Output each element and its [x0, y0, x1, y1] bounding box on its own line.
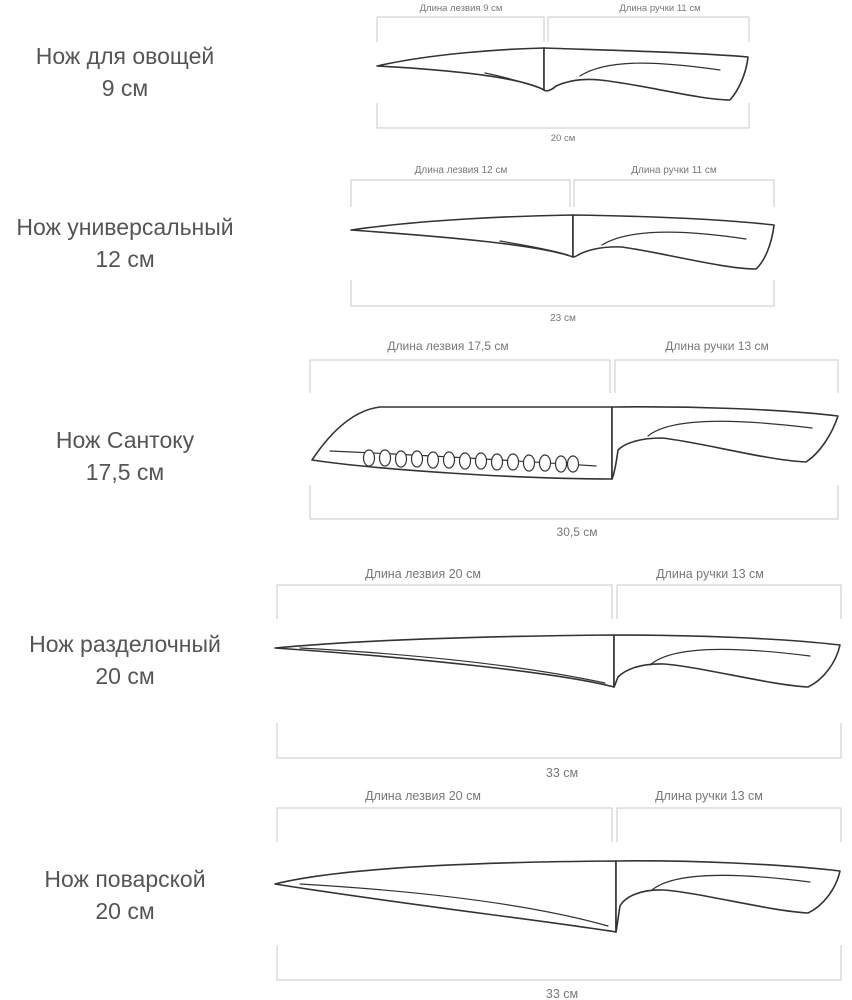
knife-drawing-santoku — [0, 330, 852, 545]
handle-dimension-bracket — [548, 17, 749, 42]
knife-name-size: 9 см — [101, 75, 149, 101]
knife-name-title: Нож Сантоку — [55, 427, 195, 453]
total-dimension-bracket — [351, 280, 774, 306]
blade-dimension-bracket — [310, 360, 610, 393]
blade-dimple — [508, 454, 519, 470]
knife-row-chef — [0, 780, 852, 1000]
total-dimension-bracket — [310, 485, 838, 519]
knife-name-size: 20 см — [95, 663, 155, 689]
blade-dimple — [396, 451, 407, 467]
blade-dimple — [444, 452, 455, 468]
blade-length-label: Длина лезвия 17,5 см — [387, 339, 509, 353]
handle-length-label: Длина ручки 13 см — [655, 789, 763, 803]
knife-row-carving — [0, 555, 852, 785]
blade-dimple — [380, 450, 391, 466]
knife-name-title: Нож разделочный — [29, 631, 221, 657]
knife-blade — [377, 48, 544, 90]
total-length-label: 33 см — [545, 766, 579, 780]
knife-handle — [612, 407, 838, 479]
blade-dimple — [476, 453, 487, 469]
total-length-label: 33 см — [545, 987, 579, 1000]
blade-dimple — [428, 452, 439, 468]
handle-dimension-bracket — [574, 180, 774, 207]
knife-row-santoku — [0, 330, 852, 545]
knife-drawing-carving — [0, 555, 852, 785]
total-length-label: 23 см — [550, 313, 576, 324]
total-length-label: 30,5 см — [556, 525, 598, 539]
handle-dimension-bracket — [617, 808, 841, 842]
knife-name-size: 17,5 см — [85, 459, 165, 485]
handle-length-label: Длина ручки 11 см — [619, 3, 701, 14]
blade-dimple — [492, 454, 503, 470]
knife-handle — [573, 215, 774, 269]
knife-drawing-chef — [0, 780, 852, 1000]
handle-length-label: Длина ручки 13 см — [656, 567, 764, 581]
total-dimension-bracket — [277, 723, 841, 758]
blade-dimple — [524, 455, 535, 471]
total-dimension-bracket — [277, 945, 841, 980]
knife-row-utility — [0, 155, 852, 330]
knife-name-size: 12 см — [95, 246, 155, 272]
blade-dimple — [364, 450, 375, 466]
knife-name-title: Нож поварской — [44, 866, 206, 892]
handle-length-label: Длина ручки 11 см — [631, 165, 717, 176]
blade-dimension-bracket — [277, 585, 612, 619]
blade-length-label: Длина лезвия 9 см — [419, 3, 503, 14]
blade-length-label: Длина лезвия 12 см — [414, 165, 508, 176]
blade-dimension-bracket — [377, 17, 544, 42]
knife-name-title: Нож для овощей — [35, 43, 215, 69]
blade-length-label: Длина лезвия 20 см — [365, 789, 481, 803]
blade-dimension-bracket — [277, 808, 612, 842]
knife-handle — [616, 861, 840, 932]
handle-dimension-bracket — [615, 360, 838, 393]
blade-dimension-bracket — [351, 180, 570, 207]
handle-length-label: Длина ручки 13 см — [665, 339, 769, 353]
handle-dimension-bracket — [617, 585, 841, 619]
knife-handle — [614, 635, 840, 687]
knife-drawing-utility — [0, 155, 852, 330]
total-dimension-bracket — [377, 103, 749, 128]
blade-dimple — [460, 453, 471, 469]
blade-length-label: Длина лезвия 20 см — [365, 567, 481, 581]
blade-dimple — [540, 455, 551, 471]
blade-dimple — [556, 456, 567, 472]
blade-dimple — [412, 451, 423, 467]
knife-name-size: 20 см — [95, 898, 155, 924]
knife-blade — [275, 635, 614, 687]
knife-name-title: Нож универсальный — [16, 214, 234, 240]
knife-blade — [351, 215, 573, 257]
blade-dimple — [568, 456, 579, 472]
total-length-label: 20 см — [550, 133, 576, 144]
knife-row-paring — [0, 0, 852, 150]
knife-handle — [544, 48, 748, 100]
knife-drawing-paring — [0, 0, 852, 150]
